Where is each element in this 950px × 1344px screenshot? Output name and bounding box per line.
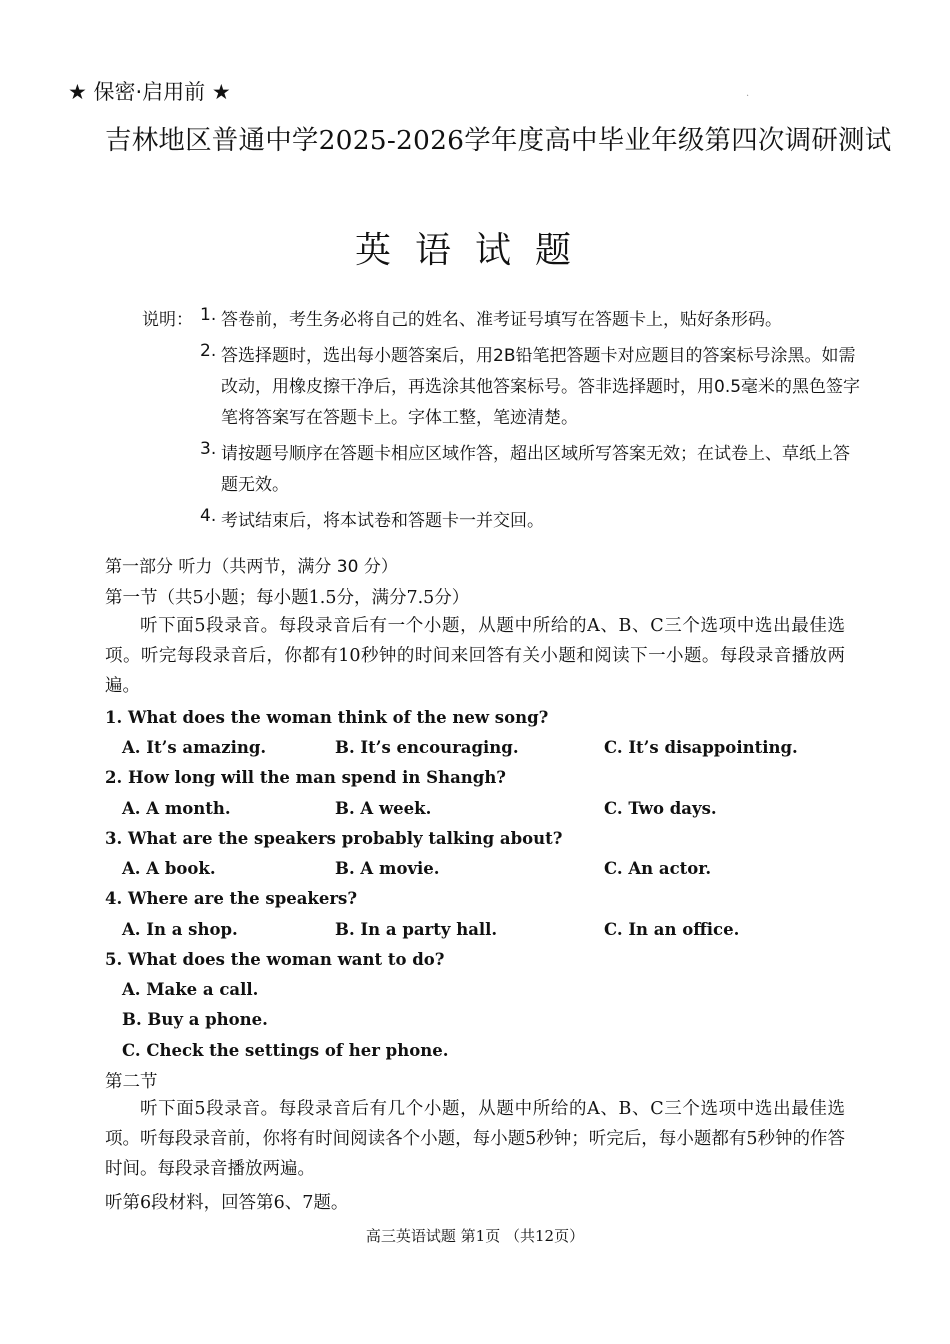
- q1-option-a: A. It’s amazing.: [122, 738, 267, 757]
- part1-title: 第一部分 听力（共两节，满分 30 分）: [105, 557, 398, 577]
- q2-option-c: C. Two days.: [604, 799, 717, 818]
- instructions: [142, 305, 862, 542]
- page-footer: 高三英语试题 第1页 （共12页）: [365, 1227, 585, 1245]
- section2-instructions: 听下面5段录音。每段录音后有几个小题，从题中所给的A、B、C三个选项中选出最佳选项。听每段录音前，你将有时间阅读各个小题，每小题5秒钟；听完后，每小题都有5秒钟的作答时间。每段录音播放两遍。: [105, 1099, 845, 1179]
- instruction-text: 考试结束后，将本试卷和答题卡一并交回。: [221, 511, 544, 531]
- stray-dot: .: [746, 88, 750, 99]
- q4-option-b: B. In a party hall.: [335, 920, 498, 939]
- question-2: 2. How long will the man spend in Shangh?: [105, 768, 506, 787]
- confidential-label: ★ 保密·启用前 ★: [68, 80, 231, 104]
- instruction-item: [142, 305, 862, 336]
- q2-option-b: B. A week.: [335, 799, 432, 818]
- q1-option-c: C. It’s disappointing.: [604, 738, 798, 757]
- instruction-item: [142, 439, 862, 501]
- instruction-text: 答选择题时，选出每小题答案后，用2B铅笔把答题卡对应题目的答案标号涂黑。如需改动，用橡皮擦干净后，再选涂其他答案标号。答非选择题时，用0.5毫米的黑色签字笔将答案写在答题卡上。字体工整，笔迹清楚。: [221, 346, 861, 428]
- question-1: 1. What does the woman think of the new song?: [105, 708, 549, 727]
- instruction-item: [142, 506, 862, 537]
- section2-title: 第二节: [105, 1072, 158, 1092]
- section1-instructions: 听下面5段录音。每段录音后有一个小题，从题中所给的A、B、C三个选项中选出最佳选项。听完每段录音后，你都有10秒钟的时间来回答有关小题和阅读下一小题。每段录音播放两遍。: [105, 616, 845, 696]
- question-4: 4. Where are the speakers?: [105, 889, 358, 908]
- instruction-number: 4.: [200, 506, 217, 526]
- instructions-lead: 说明：: [142, 310, 193, 330]
- section1-title: 第一节（共5小题；每小题1.5分，满分7.5分）: [105, 588, 470, 608]
- q5-option-b: B. Buy a phone.: [122, 1010, 268, 1029]
- q5-option-c: C. Check the settings of her phone.: [122, 1041, 449, 1060]
- question-5: 5. What does the woman want to do?: [105, 950, 445, 969]
- instruction-number: 3.: [200, 439, 217, 459]
- q4-option-a: A. In a shop.: [122, 920, 238, 939]
- instruction-text: 答卷前，考生务必将自己的姓名、准考证号填写在答题卡上，贴好条形码。: [221, 310, 782, 330]
- instruction-number: 1.: [200, 305, 217, 325]
- material-6-instructions: 听第6段材料，回答第6、7题。: [105, 1193, 349, 1213]
- question-3: 3. What are the speakers probably talking about?: [105, 829, 563, 848]
- q1-option-b: B. It’s encouraging.: [335, 738, 519, 757]
- q3-option-b: B. A movie.: [335, 859, 440, 878]
- instruction-item: [142, 341, 862, 434]
- q2-option-a: A. A month.: [122, 799, 231, 818]
- q4-option-c: C. In an office.: [604, 920, 740, 939]
- q5-option-a: A. Make a call.: [122, 980, 259, 999]
- q3-option-c: C. An actor.: [604, 859, 712, 878]
- q3-option-a: A. A book.: [122, 859, 216, 878]
- instruction-number: 2.: [200, 341, 217, 361]
- subject-title: 英语试题: [354, 230, 595, 271]
- exam-title: 吉林地区普通中学2025-2026学年度高中毕业年级第四次调研测试: [105, 125, 892, 156]
- instruction-text: 请按题号顺序在答题卡相应区域作答，超出区域所写答案无效；在试卷上、草纸上答题无效。: [221, 444, 850, 495]
